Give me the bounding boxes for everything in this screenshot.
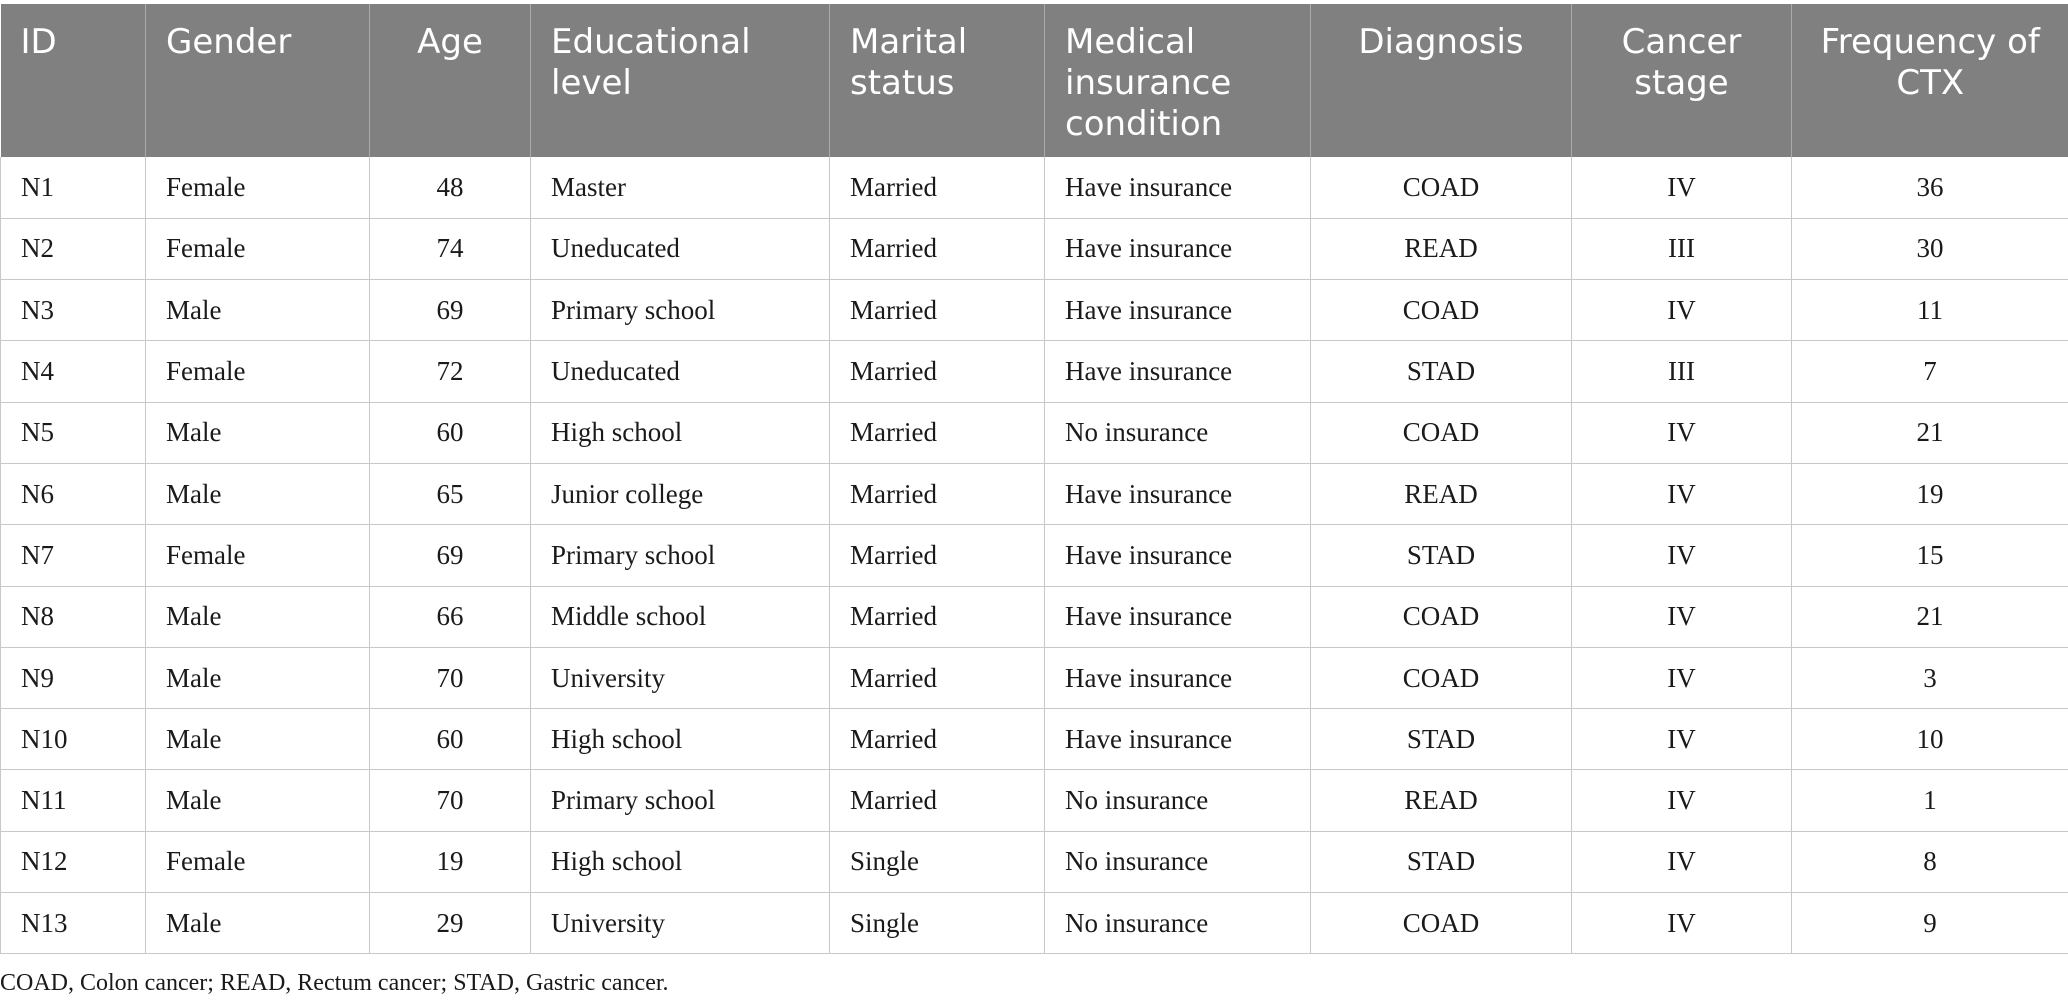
table-cell: 15 (1792, 525, 2068, 586)
table-cell: Have insurance (1045, 341, 1311, 402)
table-cell: COAD (1311, 647, 1572, 708)
table-cell: 60 (370, 709, 531, 770)
table-cell: COAD (1311, 893, 1572, 954)
table-cell: 69 (370, 280, 531, 341)
table-cell: 60 (370, 402, 531, 463)
table-cell: 48 (370, 157, 531, 218)
table-cell: 11 (1792, 280, 2068, 341)
table-cell: Married (830, 463, 1045, 524)
table-cell: Female (146, 831, 370, 892)
table-row (1, 402, 2068, 463)
table-cell: IV (1572, 647, 1792, 708)
table-cell: III (1572, 218, 1792, 279)
table-cell: Male (146, 463, 370, 524)
table-row (1, 218, 2068, 279)
table-cell: Have insurance (1045, 157, 1311, 218)
table-cell: 36 (1792, 157, 2068, 218)
table-cell: IV (1572, 709, 1792, 770)
table-cell: Have insurance (1045, 586, 1311, 647)
column-header: Educational level (531, 4, 830, 157)
table-row (1, 770, 2068, 831)
table-cell: 9 (1792, 893, 2068, 954)
column-header: Marital status (830, 4, 1045, 157)
table-row (1, 709, 2068, 770)
table-cell: 72 (370, 341, 531, 402)
table-cell: 65 (370, 463, 531, 524)
table-cell: 70 (370, 770, 531, 831)
table-cell: STAD (1311, 831, 1572, 892)
table-cell: 21 (1792, 402, 2068, 463)
table-cell: No insurance (1045, 893, 1311, 954)
table-cell: Married (830, 709, 1045, 770)
table-cell: Have insurance (1045, 525, 1311, 586)
table-cell: 10 (1792, 709, 2068, 770)
table-cell: 19 (370, 831, 531, 892)
table-header (1, 4, 2068, 157)
table-cell: IV (1572, 463, 1792, 524)
table-cell: Have insurance (1045, 463, 1311, 524)
column-header: Cancer stage (1572, 4, 1792, 157)
table-row (1, 463, 2068, 524)
table-cell: N4 (1, 341, 146, 402)
table-cell: STAD (1311, 709, 1572, 770)
table-cell: Primary school (531, 770, 830, 831)
table-cell: 69 (370, 525, 531, 586)
column-header: Age (370, 4, 531, 157)
table-cell: Married (830, 770, 1045, 831)
table-cell: Primary school (531, 525, 830, 586)
table-cell: Married (830, 586, 1045, 647)
table-cell: Married (830, 402, 1045, 463)
table-cell: Uneducated (531, 218, 830, 279)
table-cell: 66 (370, 586, 531, 647)
table-cell: Have insurance (1045, 647, 1311, 708)
table-cell: COAD (1311, 402, 1572, 463)
table-cell: Middle school (531, 586, 830, 647)
table-cell: Male (146, 586, 370, 647)
column-header: Medical insurance condition (1045, 4, 1311, 157)
table-row (1, 157, 2068, 218)
table-cell: N5 (1, 402, 146, 463)
table-cell: N10 (1, 709, 146, 770)
table-cell: Have insurance (1045, 709, 1311, 770)
table-cell: Have insurance (1045, 218, 1311, 279)
table-cell: High school (531, 831, 830, 892)
table-cell: Female (146, 157, 370, 218)
table-cell: IV (1572, 893, 1792, 954)
table-cell: High school (531, 402, 830, 463)
table-cell: 29 (370, 893, 531, 954)
table-cell: 21 (1792, 586, 2068, 647)
table-cell: N1 (1, 157, 146, 218)
table-cell: STAD (1311, 525, 1572, 586)
table-cell: Male (146, 709, 370, 770)
table-row (1, 831, 2068, 892)
table-cell: N13 (1, 893, 146, 954)
table-cell: IV (1572, 157, 1792, 218)
table-cell: 19 (1792, 463, 2068, 524)
table-cell: N6 (1, 463, 146, 524)
table-cell: Female (146, 525, 370, 586)
table-cell: IV (1572, 402, 1792, 463)
table-cell: Uneducated (531, 341, 830, 402)
column-header: Diagnosis (1311, 4, 1572, 157)
table-cell: Junior college (531, 463, 830, 524)
table-cell: N12 (1, 831, 146, 892)
table-cell: No insurance (1045, 770, 1311, 831)
table-cell: 7 (1792, 341, 2068, 402)
table-cell: Married (830, 280, 1045, 341)
table-cell: Single (830, 893, 1045, 954)
column-header: ID (1, 4, 146, 157)
table-cell: Married (830, 341, 1045, 402)
table-cell: University (531, 647, 830, 708)
table-cell: N11 (1, 770, 146, 831)
column-header: Frequency of CTX (1792, 4, 2068, 157)
table-row (1, 280, 2068, 341)
table-row (1, 893, 2068, 954)
table-body (1, 157, 2068, 954)
table-cell: READ (1311, 770, 1572, 831)
table-cell: N8 (1, 586, 146, 647)
table-cell: Married (830, 157, 1045, 218)
table-cell: COAD (1311, 586, 1572, 647)
table-cell: 70 (370, 647, 531, 708)
table-cell: No insurance (1045, 402, 1311, 463)
header-row (1, 4, 2068, 157)
table-row (1, 341, 2068, 402)
table-cell: STAD (1311, 341, 1572, 402)
table-row (1, 525, 2068, 586)
table-cell: COAD (1311, 157, 1572, 218)
table-cell: 3 (1792, 647, 2068, 708)
table-cell: III (1572, 341, 1792, 402)
table-cell: 74 (370, 218, 531, 279)
table-cell: N7 (1, 525, 146, 586)
table-cell: N3 (1, 280, 146, 341)
table-row (1, 647, 2068, 708)
table-cell: IV (1572, 525, 1792, 586)
patient-table-container (0, 4, 2068, 954)
table-cell: No insurance (1045, 831, 1311, 892)
table-cell: COAD (1311, 280, 1572, 341)
table-cell: High school (531, 709, 830, 770)
table-cell: Married (830, 647, 1045, 708)
table-cell: Master (531, 157, 830, 218)
table-cell: 1 (1792, 770, 2068, 831)
table-cell: Male (146, 647, 370, 708)
table-cell: Male (146, 770, 370, 831)
table-cell: Male (146, 402, 370, 463)
table-row (1, 586, 2068, 647)
table-cell: IV (1572, 586, 1792, 647)
table-cell: University (531, 893, 830, 954)
table-cell: Female (146, 218, 370, 279)
table-cell: 8 (1792, 831, 2068, 892)
table-cell: Female (146, 341, 370, 402)
table-cell: READ (1311, 463, 1572, 524)
table-cell: Have insurance (1045, 280, 1311, 341)
table-cell: IV (1572, 280, 1792, 341)
column-header: Gender (146, 4, 370, 157)
table-cell: N9 (1, 647, 146, 708)
table-cell: Primary school (531, 280, 830, 341)
table-cell: Male (146, 893, 370, 954)
table-cell: N2 (1, 218, 146, 279)
table-cell: Single (830, 831, 1045, 892)
table-cell: IV (1572, 831, 1792, 892)
table-footnote: COAD, Colon cancer; READ, Rectum cancer; STAD, Gastric cancer. (0, 970, 669, 996)
table-cell: Married (830, 525, 1045, 586)
patient-characteristics-table (0, 4, 2068, 954)
table-cell: Male (146, 280, 370, 341)
table-cell: 30 (1792, 218, 2068, 279)
table-cell: READ (1311, 218, 1572, 279)
table-cell: Married (830, 218, 1045, 279)
table-cell: IV (1572, 770, 1792, 831)
